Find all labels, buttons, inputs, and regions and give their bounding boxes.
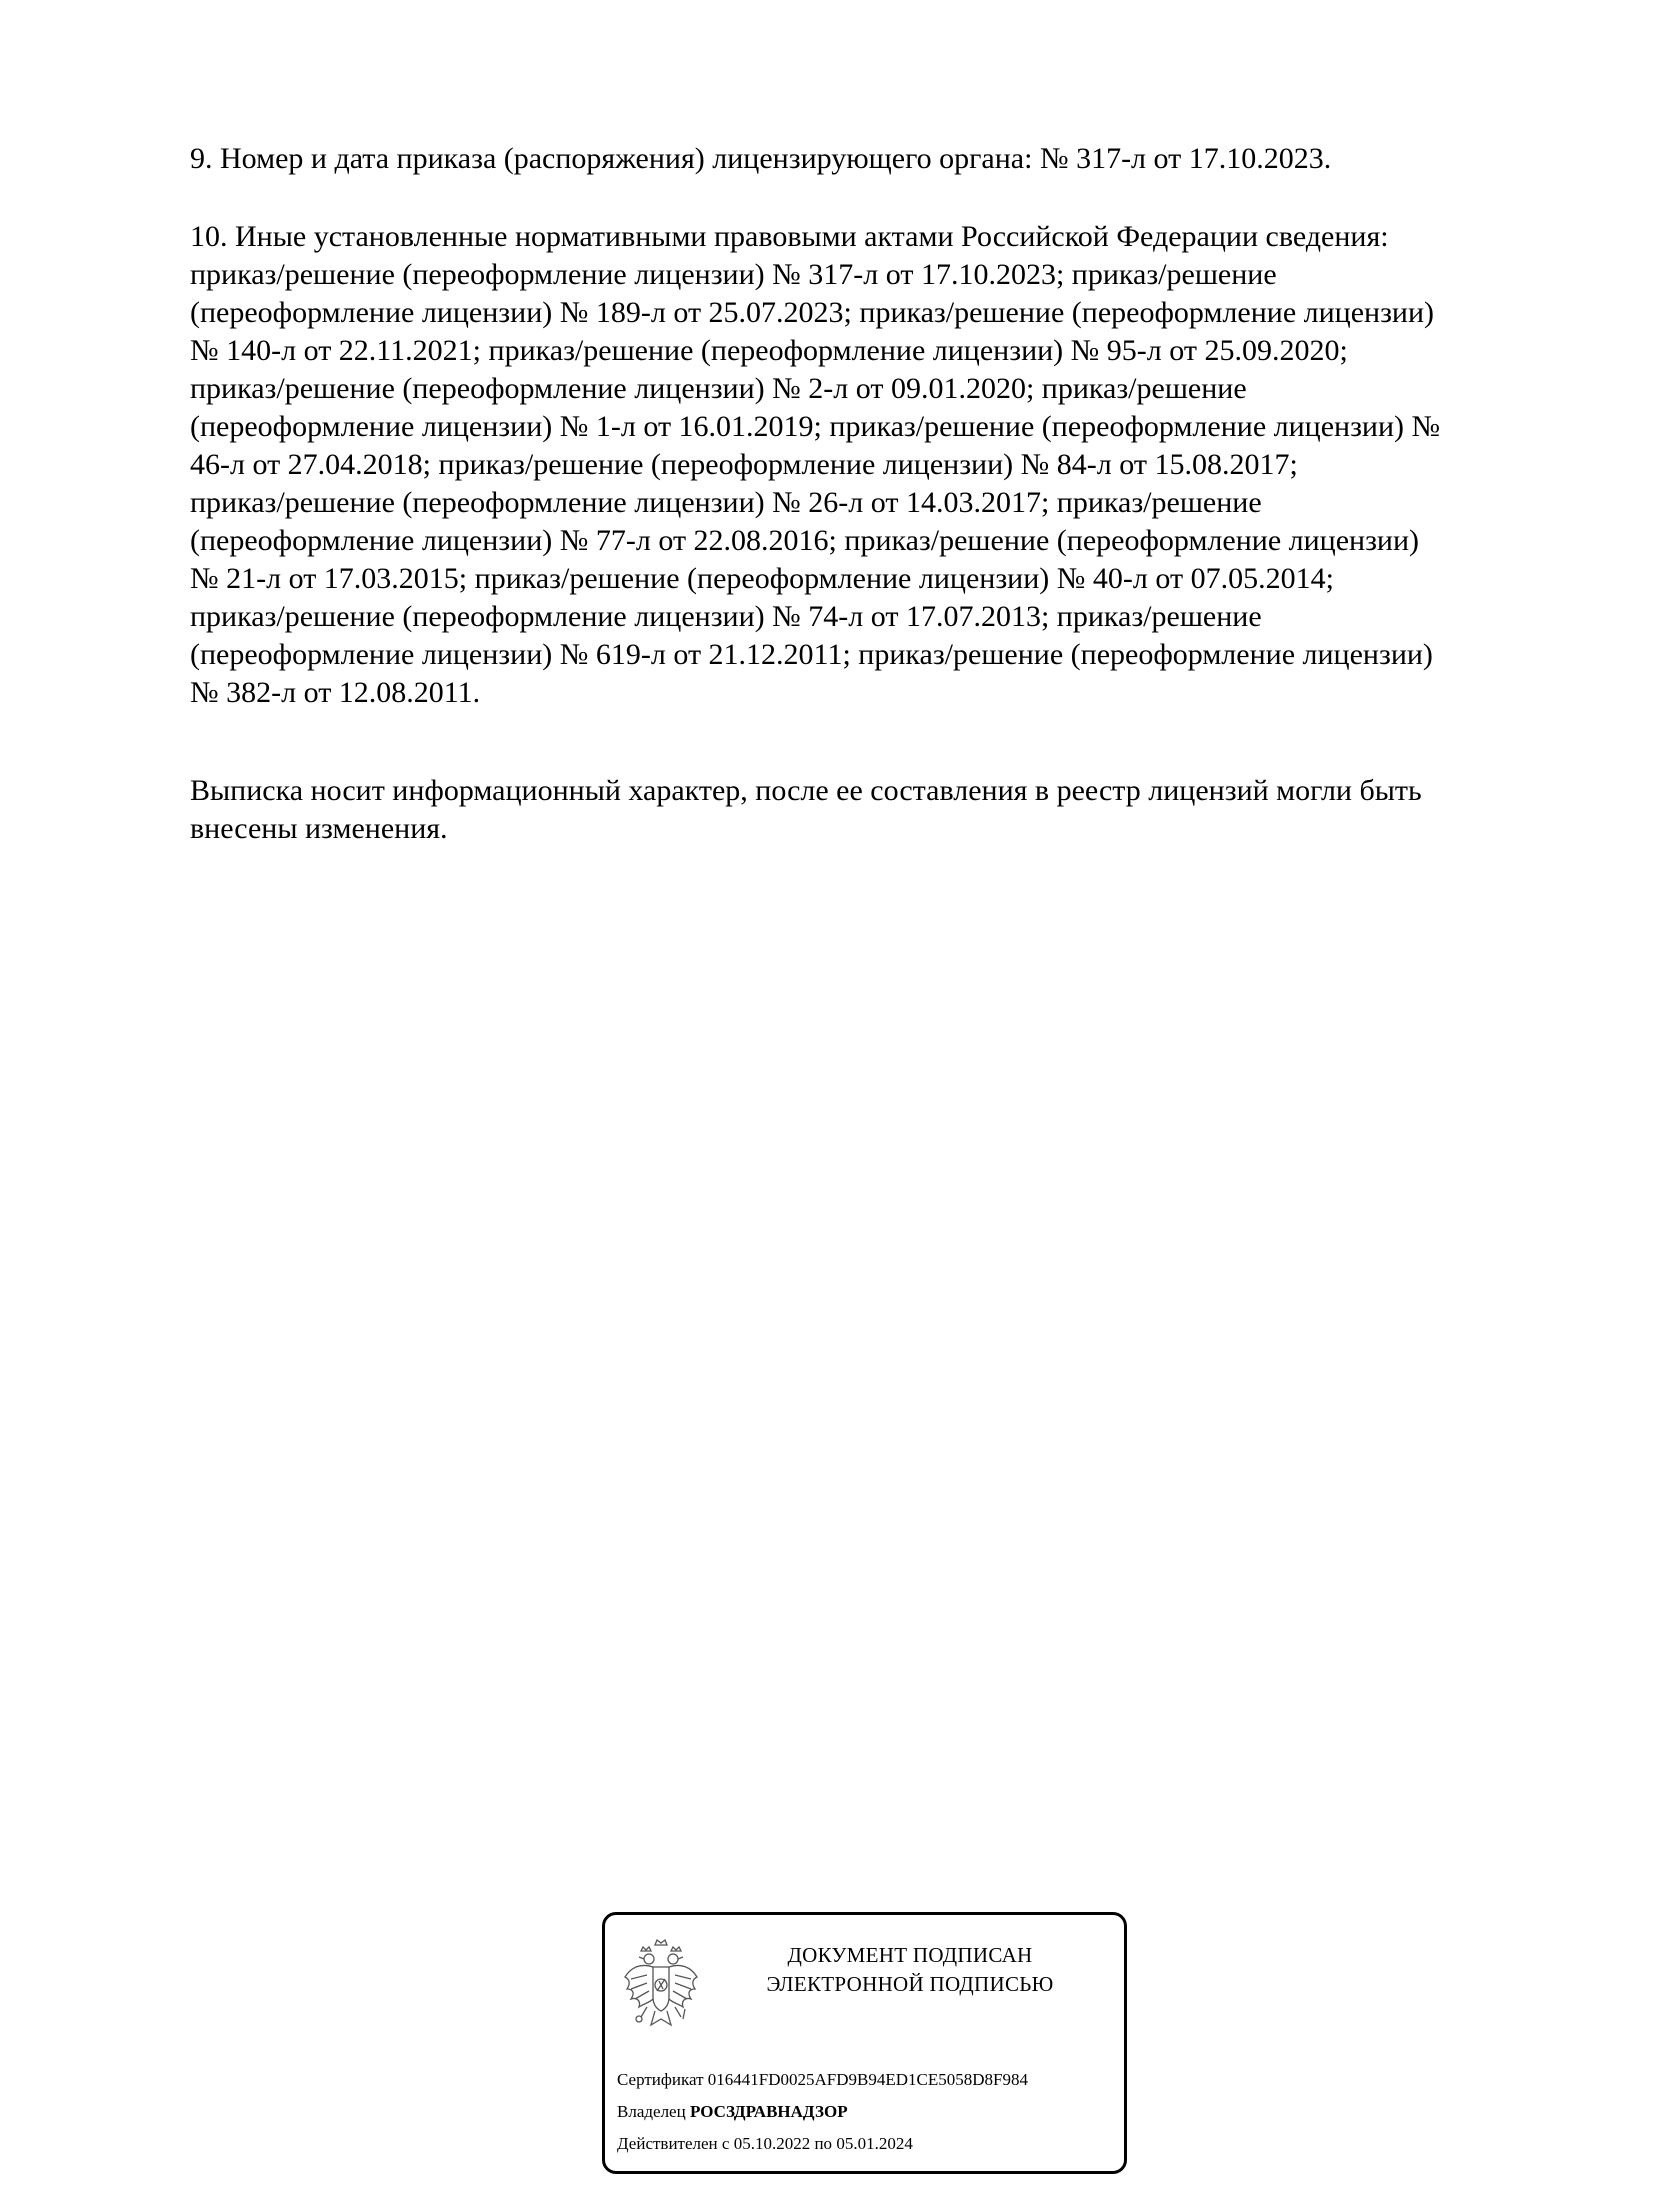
stamp-title-line-2: ЭЛЕКТРОННОЙ ПОДПИСЬЮ [766,1972,1054,1996]
russian-coat-of-arms-icon [619,1937,703,2035]
item-10-line: № 140-л от 22.11.2021; приказ/решение (переоформление лицензии) № 95-л от 25.09.2020; [190,334,1348,367]
item-10-line: 10. Иные установленные нормативными правовыми актами Российской Федерации сведения: [190,220,1389,253]
item-10-line: (переоформление лицензии) № 1-л от 16.01.2019; приказ/решение (переоформление лицензии) № [190,410,1441,443]
certificate-value: 016441FD0025AFD9B94ED1CE5058D8F984 [707,2070,1028,2089]
validity-row [617,2128,1117,2160]
disclaimer-line: внесены изменения. [190,812,448,845]
item-10-other-info [190,218,1570,712]
item-10-line: № 382-л от 12.08.2011. [190,676,481,709]
owner-label: Владелец [617,2102,686,2121]
item-10-line: (переоформление лицензии) № 619-л от 21.12.2011; приказ/решение (переоформление лицензии) [190,638,1433,671]
certificate-row [617,2064,1117,2096]
stamp-title [715,1941,1105,1999]
item-10-line: приказ/решение (переоформление лицензии) № 2-л от 09.01.2020; приказ/решение [190,372,1247,405]
electronic-signature-stamp [602,1912,1127,2174]
disclaimer-line: Выписка носит информационный характер, после ее составления в реестр лицензий могли быть [190,774,1422,807]
validity-to-prefix: по [814,2134,833,2153]
owner-row [617,2096,1117,2128]
owner-value: РОСЗДРАВНАДЗОР [689,2102,848,2121]
validity-from-prefix: с [721,2134,730,2153]
validity-label: Действителен [617,2134,718,2153]
certificate-label: Сертификат [617,2070,704,2089]
item-10-line: приказ/решение (переоформление лицензии) № 26-л от 14.03.2017; приказ/решение [190,486,1262,519]
item-10-line: (переоформление лицензии) № 77-л от 22.08.2016; приказ/решение (переоформление лицензии) [190,524,1420,557]
item-9-order-number: 9. Номер и дата приказа (распоряжения) лицензирующего органа: № 317-л от 17.10.2023. [190,142,1332,175]
item-10-line: приказ/решение (переоформление лицензии) № 74-л от 17.07.2013; приказ/решение [190,600,1262,633]
item-10-line: № 21-л от 17.03.2015; приказ/решение (переоформление лицензии) № 40-л от 07.05.2014; [190,562,1334,595]
stamp-details [617,2064,1117,2160]
stamp-title-line-1: ДОКУМЕНТ ПОДПИСАН [787,1943,1033,1967]
disclaimer [190,772,1570,848]
validity-from-date: 05.10.2022 [733,2134,811,2153]
item-10-line: приказ/решение (переоформление лицензии) № 317-л от 17.10.2023; приказ/решение [190,258,1277,291]
validity-to-date: 05.01.2024 [836,2134,913,2153]
item-10-line: (переоформление лицензии) № 189-л от 25.07.2023; приказ/решение (переоформление лицензии) [190,296,1435,329]
item-10-line: 46-л от 27.04.2018; приказ/решение (переоформление лицензии) № 84-л от 15.08.2017; [190,448,1298,481]
